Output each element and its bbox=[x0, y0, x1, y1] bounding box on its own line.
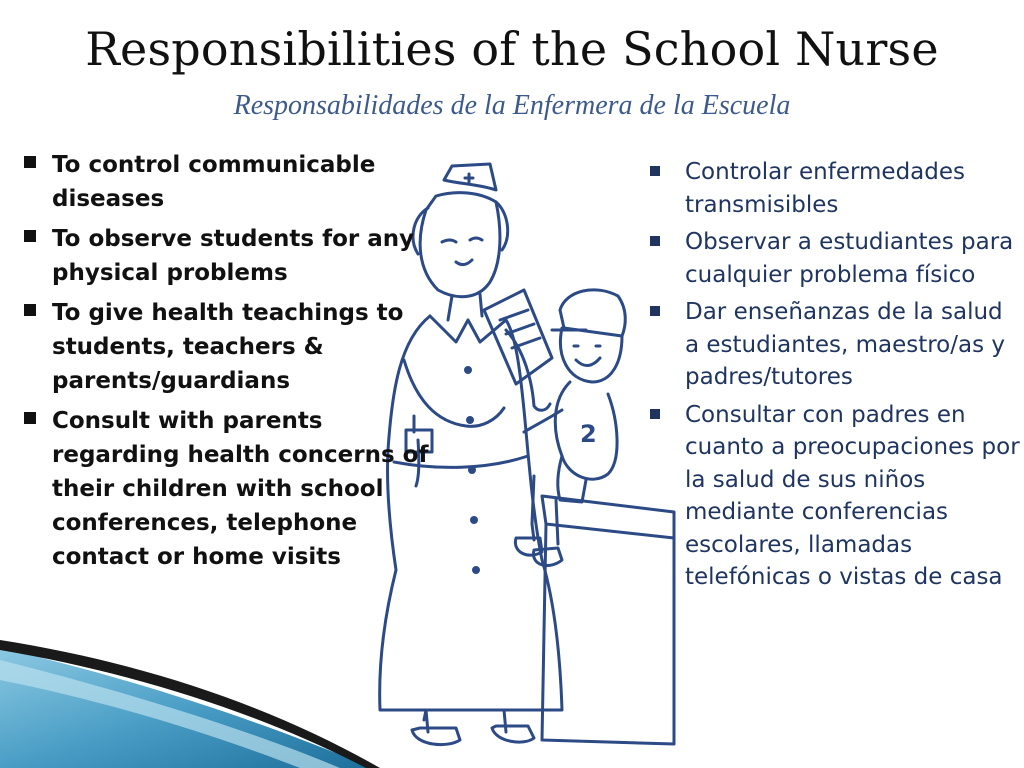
square-bullet-icon bbox=[650, 409, 660, 419]
corner-blue-band bbox=[0, 648, 372, 768]
square-bullet-icon bbox=[650, 306, 660, 316]
list-item bbox=[22, 404, 432, 574]
list-item bbox=[22, 296, 432, 398]
english-responsibilities-list bbox=[22, 148, 432, 580]
list-item-text: Consult with parents regarding health concerns of their children with school conferences, telephone contact or home visits bbox=[52, 408, 429, 570]
list-item-text: Dar enseñanzas de la salud a estudiantes, maestro/as y padres/tutores bbox=[685, 299, 1005, 390]
list-item bbox=[648, 296, 1020, 394]
list-item bbox=[648, 156, 1020, 221]
square-bullet-icon bbox=[24, 412, 36, 424]
list-item-text: Observar a estudiantes para cualquier problema físico bbox=[685, 229, 1014, 288]
square-bullet-icon bbox=[24, 156, 36, 168]
list-item-text: To observe students for any physical problems bbox=[52, 226, 415, 286]
square-bullet-icon bbox=[24, 304, 36, 316]
spanish-responsibilities-list bbox=[648, 156, 1020, 599]
slide-title: Responsibilities of the School Nurse bbox=[85, 22, 939, 76]
list-item-text: Controlar enfermedades transmisibles bbox=[685, 159, 966, 218]
square-bullet-icon bbox=[24, 230, 36, 242]
slide-subtitle: Responsabilidades de la Enfermera de la Escuela bbox=[233, 90, 791, 121]
list-item bbox=[22, 148, 432, 216]
square-bullet-icon bbox=[650, 236, 660, 246]
list-item bbox=[648, 399, 1020, 594]
square-bullet-icon bbox=[650, 166, 660, 176]
list-item-text: To control communicable diseases bbox=[52, 152, 376, 212]
list-item-text: Consultar con padres en cuanto a preocupaciones por la salud de sus niños mediante conferencias escolares, llamadas telefónicas o vistas de casa bbox=[685, 401, 1020, 590]
list-item-text: To give health teachings to students, teachers & parents/guardians bbox=[52, 300, 404, 394]
list-item bbox=[22, 222, 432, 290]
child-shirt-number: 2 bbox=[580, 420, 597, 448]
list-item bbox=[648, 226, 1020, 291]
